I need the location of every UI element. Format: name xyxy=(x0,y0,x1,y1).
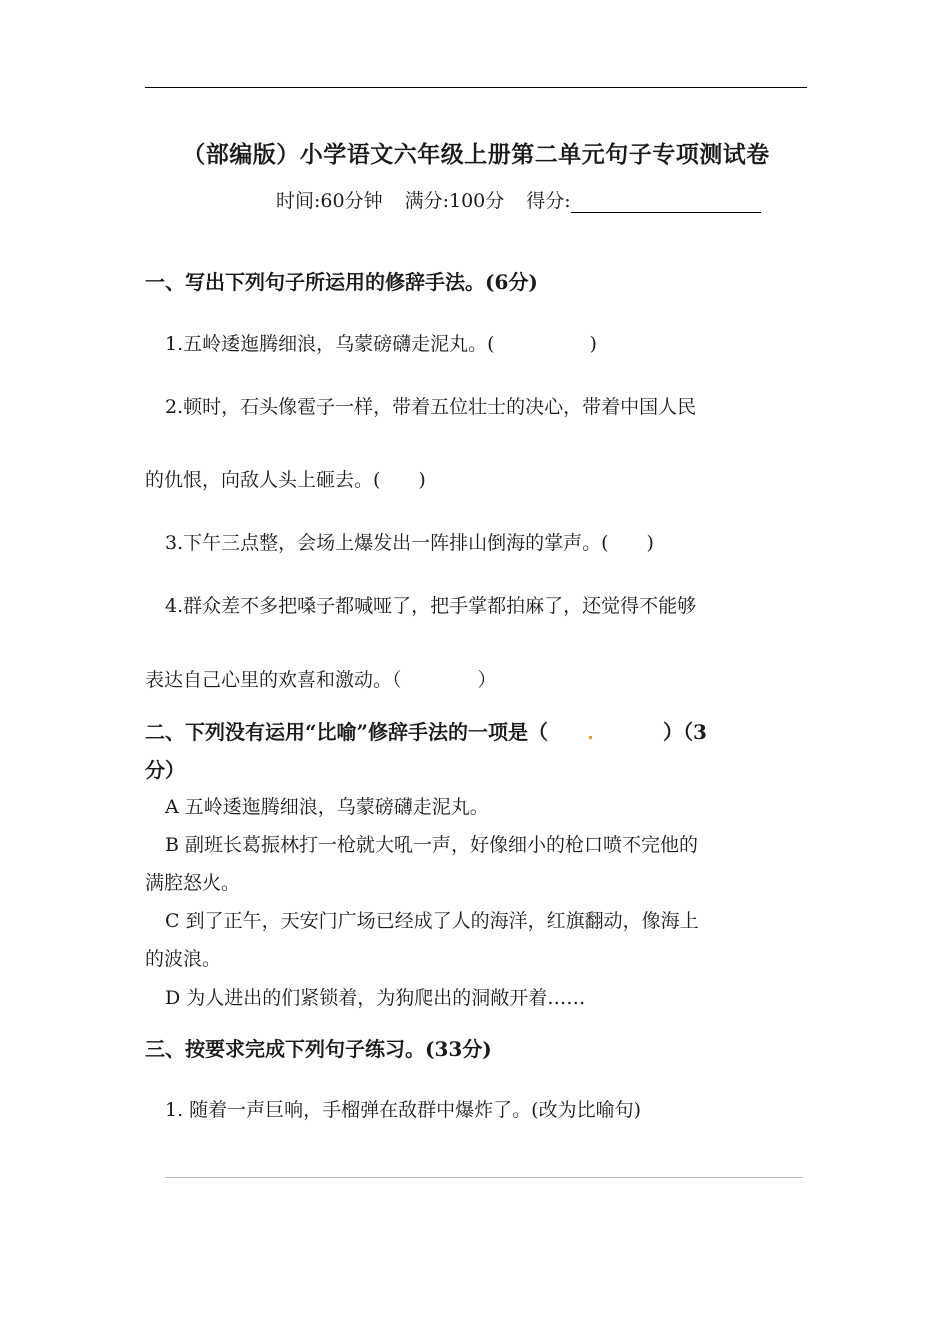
s1-question-4-line-1: 4.群众差不多把嗓子都喊哑了，把手掌都拍麻了，还觉得不能够 xyxy=(165,595,697,617)
answer-mark xyxy=(589,736,592,739)
s2-option-a: A 五岭逶迤腾细浪，乌蒙磅礴走泥丸。 xyxy=(165,796,489,818)
page-title: （部编版）小学语文六年级上册第二单元句子专项测试卷 xyxy=(182,141,770,168)
section-2-heading xyxy=(145,716,807,745)
score-blank[interactable] xyxy=(571,194,761,213)
s1-question-1: 1.五岭逶迤腾细浪，乌蒙磅礴走泥丸。( ) xyxy=(165,333,597,355)
full-score-label: 满分:100分 xyxy=(404,190,505,212)
s2-option-d: D 为人进出的们紧锁着，为狗爬出的洞敞开着…… xyxy=(165,987,586,1009)
s2-option-c-line-2: 的波浪。 xyxy=(145,948,222,970)
s1-question-4-line-2: 表达自己心里的欢喜和激动。（ ） xyxy=(145,669,497,691)
section-2-heading-text: 二、下列没有运用“比喻”修辞手法的一项是（ xyxy=(145,720,549,744)
s1-question-2-line-2: 的仇恨，向敌人头上砸去。( ) xyxy=(145,469,426,491)
section-2-heading-line-2: 分） xyxy=(145,758,185,782)
answer-line[interactable] xyxy=(165,1177,803,1178)
section-2-score: ）（3 xyxy=(663,720,707,744)
time-label: 时间:60分钟 xyxy=(276,190,383,212)
s1-question-3: 3.下午三点整，会场上爆发出一阵排山倒海的掌声。( ) xyxy=(165,532,654,554)
s1-question-2-line-1: 2.顿时，石头像雹子一样，带着五位壮士的决心，带着中国人民 xyxy=(165,396,697,418)
score-label: 得分: xyxy=(526,190,571,212)
s2-option-c-line-1: C 到了正午，天安门广场已经成了人的海洋，红旗翻动，像海上 xyxy=(165,910,699,932)
exam-meta xyxy=(276,186,761,213)
top-rule xyxy=(145,87,807,88)
s3-question-1: 1. 随着一声巨响，手榴弹在敌群中爆炸了。(改为比喻句) xyxy=(165,1099,641,1121)
section-1-heading: 一、写出下列句子所运用的修辞手法。(6分) xyxy=(145,270,538,294)
section-3-heading: 三、按要求完成下列句子练习。(33分) xyxy=(145,1037,492,1061)
s2-option-b-line-1: B 副班长葛振林打一枪就大吼一声，好像细小的枪口喷不完他的 xyxy=(165,834,699,856)
s2-option-b-line-2: 满腔怒火。 xyxy=(145,872,241,894)
